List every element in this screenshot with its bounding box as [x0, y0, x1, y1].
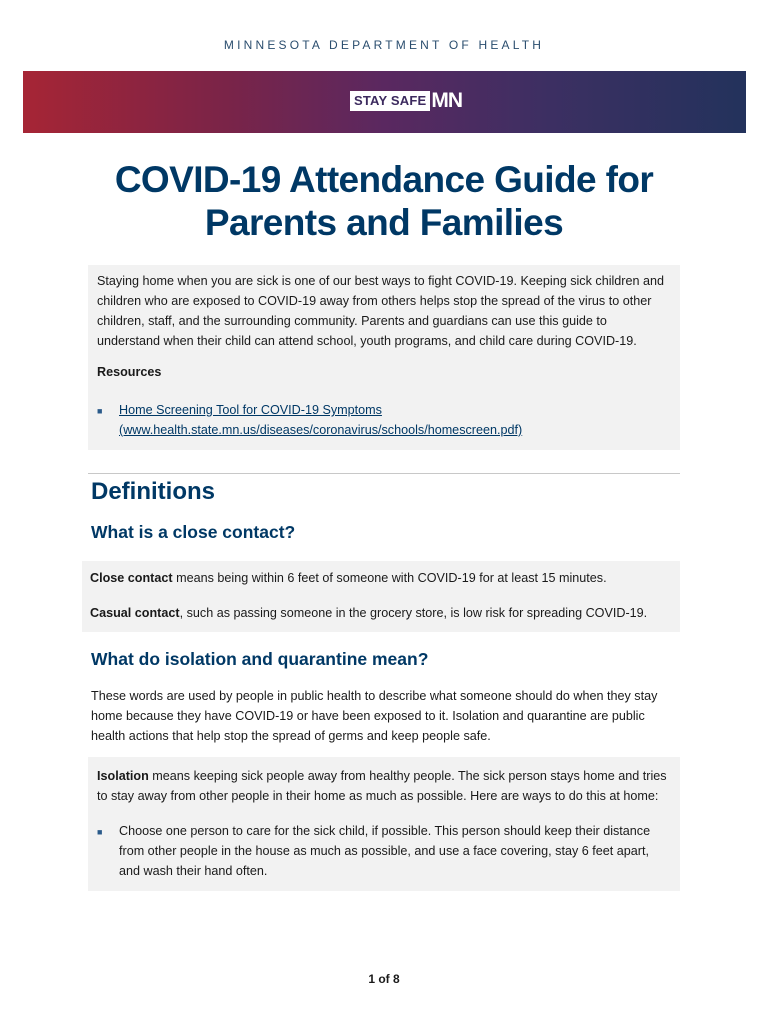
isolation-text: means keeping sick people away from healthy people. The sick person stays home and tries: [148, 769, 667, 783]
isolation-intro-line: health actions that help stop the spread of germs and keep people safe.: [91, 729, 491, 743]
definitions-heading: Definitions: [91, 478, 215, 505]
intro-line: children who are exposed to COVID-19 away from others helps stop the spread of the virus to other: [97, 294, 652, 308]
logo-mn: MN: [431, 89, 463, 112]
isolation-bullet-item: [119, 821, 679, 881]
resource-link-line-1[interactable]: Home Screening Tool for COVID-19 Symptoms: [119, 403, 382, 417]
intro-line: Staying home when you are sick is one of our best ways to fight COVID-19. Keeping sick children and: [97, 274, 665, 288]
isolation-intro-line: These words are used by people in public health to describe what someone should do when they stay: [91, 689, 658, 703]
resource-link-line-2[interactable]: (www.health.state.mn.us/diseases/coronavirus/schools/homescreen.pdf): [119, 423, 523, 437]
isolation-intro-paragraph: [91, 686, 691, 746]
isolation-term: Isolation: [97, 769, 149, 783]
intro-paragraph: [97, 271, 671, 351]
section-divider: [88, 473, 680, 474]
bullet-icon: ■: [97, 827, 103, 837]
page-title: [0, 158, 768, 244]
resources-label: Resources: [97, 365, 162, 379]
isolation-quarantine-heading: What do isolation and quarantine mean?: [91, 649, 429, 669]
logo-stay-safe: STAY SAFE: [350, 91, 430, 111]
close-contact-heading: What is a close contact?: [91, 522, 296, 542]
intro-box: [88, 265, 680, 450]
intro-line: understand when their child can attend school, youth programs, and child care during COVID-19.: [97, 334, 637, 348]
title-line-1: COVID-19 Attendance Guide for: [114, 159, 654, 200]
close-contact-text: means being within 6 feet of someone with COVID-19 for at least 15 minutes.: [172, 571, 607, 585]
header-banner: [23, 71, 746, 133]
contact-definitions-box: [82, 561, 680, 632]
resource-link[interactable]: [119, 400, 659, 440]
intro-line: children, staff, and the surrounding community. Parents and guardians can use this guide to: [97, 314, 607, 328]
bullet-icon: ■: [97, 406, 103, 416]
isolation-definition: [97, 766, 677, 806]
isolation-intro-line: home because they have COVID-19 or have been exposed to it. Isolation and quarantine are public: [91, 709, 645, 723]
agency-name: MINNESOTA DEPARTMENT OF HEALTH: [223, 38, 545, 52]
casual-contact-definition: [90, 603, 647, 623]
title-line-2: Parents and Families: [204, 202, 564, 243]
isolation-text-line-2: to stay away from other people in their home as much as possible. Here are ways to do this at home:: [97, 789, 659, 803]
page-number: 1 of 8: [368, 972, 400, 986]
isolation-bullet-line: from other people in the house as much as possible, and use a face covering, stay 6 feet apart,: [119, 844, 649, 858]
isolation-box: [88, 757, 680, 891]
close-contact-term: Close contact: [90, 571, 173, 585]
casual-contact-term: Casual contact: [90, 606, 180, 620]
casual-contact-text: , such as passing someone in the grocery store, is low risk for spreading COVID-19.: [179, 606, 648, 620]
isolation-bullet-line: and wash their hand often.: [119, 864, 268, 878]
stay-safe-mn-logo: [350, 91, 462, 111]
close-contact-definition: [90, 568, 607, 588]
isolation-bullet-line: Choose one person to care for the sick child, if possible. This person should keep their distance: [119, 824, 651, 838]
